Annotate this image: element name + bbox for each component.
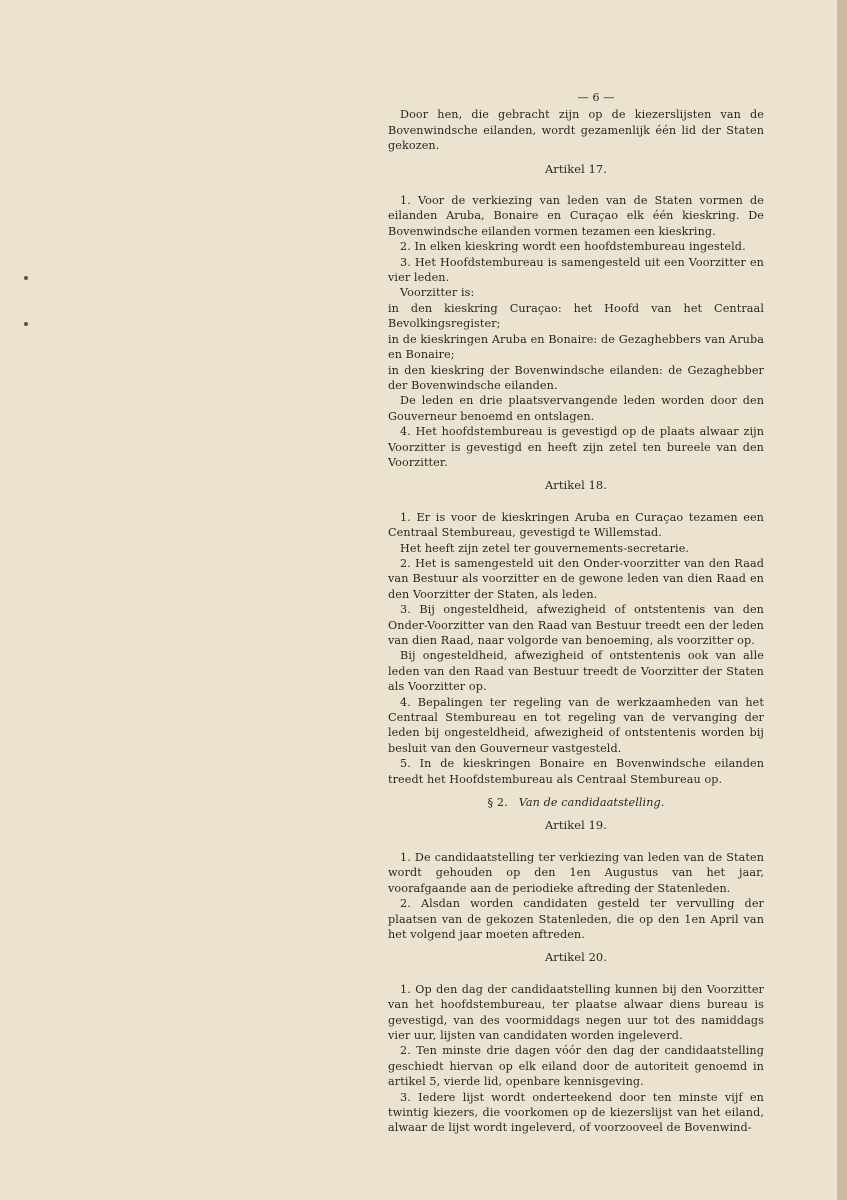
binding-hole <box>24 322 28 326</box>
article-18-para-1: 1. Er is voor de kieskringen Aruba en Curaçao tezamen een Centraal Stembureau, gevestigd te Willemstad. <box>388 510 764 540</box>
article-17-para-7: in den kieskring der Bovenwindsche eilanden: de Gezaghebber der Bovenwindsche eilanden. <box>388 363 764 392</box>
page-number: — 6 — <box>577 91 615 104</box>
article-18-para-4: 3. Bij ongesteldheid, afwezigheid of ontstentenis van den Onder-Voorzitter van den Raad van Bestuur treedt een der leden van dien Raad, naar volgorde van benoeming, als voorzitter op. <box>388 603 764 647</box>
section-2-heading <box>388 795 764 810</box>
article-17-para-9: 4. Het hoofdstembureau is gevestigd op de plaats alwaar zijn Voorzitter is gevestigd en heeft zijn zetel ten bureele van den Voorzitter. <box>388 425 764 469</box>
article-19-heading: Artikel 19. <box>544 818 607 833</box>
section-number: § 2. <box>487 796 508 810</box>
article-19-para-1: 1. De candidaatstelling ter verkiezing van leden van de Staten wordt gehouden op den 1en Augustus van het jaar, voorafgaande aan de periodieke aftreding der Statenleden. <box>388 850 764 895</box>
article-17-para-3: 3. Het Hoofdstembureau is samengesteld uit een Voorzitter en vier leden. <box>388 255 764 285</box>
article-17-para-4: Voorzitter is: <box>400 286 475 300</box>
section-title: Van de candidaatstelling. <box>518 796 665 810</box>
article-17-para-5: in den kieskring Curaçao: het Hoofd van het Centraal Bevolkingsregister; <box>388 301 764 331</box>
text-column <box>388 90 764 1136</box>
article-20-heading: Artikel 20. <box>544 950 607 965</box>
article-20-para-3: 3. Iedere lijst wordt onderteekend door ten minste vijf en twintig kiezers, die voorkomen op de kiezerslijst van het eiland, alwaar de lijst wordt ingeleverd, of voorzooveel de Bovenwind- <box>388 1090 764 1135</box>
article-18-para-3: 2. Het is samengesteld uit den Onder-voorzitter van den Raad van Bestuur als voorzitter en de gewone leden van dien Raad en den Voorzitter der Staten, als leden. <box>388 556 764 601</box>
article-18-para-2: Het heeft zijn zetel ter gouvernements-secretarie. <box>400 541 690 555</box>
article-18-para-7: 5. In de kieskringen Bonaire en Bovenwindsche eilanden treedt het Hoofdstembureau als Centraal Stembureau op. <box>388 757 764 786</box>
article-18-para-5: Bij ongesteldheid, afwezigheid of ontstentenis ook van alle leden van den Raad van Bestuur treedt de Voorzitter der Staten als Voorzitter op. <box>388 649 764 694</box>
article-17-para-8: De leden en drie plaatsvervangende leden worden door den Gouverneur benoemd en ontslagen. <box>388 394 764 423</box>
article-19-para-2: 2. Alsdan worden candidaten gesteld ter vervulling der plaatsen van de gekozen Statenleden, die op den 1en April van het volgend jaar moeten aftreden. <box>388 897 764 941</box>
article-17-heading: Artikel 17. <box>544 161 607 176</box>
article-17-para-1: 1. Voor de verkiezing van leden van de Staten vormen de eilanden Aruba, Bonaire en Curaçao elk één kieskring. De Bovenwindsche eilanden vormen tezamen een kieskring. <box>388 194 764 238</box>
article-20-para-2: 2. Ten minste drie dagen vóór den dag der candidaatstelling geschiedt hiervan op elk eiland door de autoriteit genoemd in artikel 5, vierde lid, openbare kennisgeving. <box>388 1044 764 1089</box>
article-17-para-6: in de kieskringen Aruba en Bonaire: de Gezaghebbers van Aruba en Bonaire; <box>388 332 764 362</box>
article-17-para-2: 2. In elken kieskring wordt een hoofdstembureau ingesteld. <box>400 240 746 254</box>
binding-hole <box>24 276 28 280</box>
article-18-para-6: 4. Bepalingen ter regeling van de werkzaamheden van het Centraal Stembureau en tot regeling van de vervanging der leden bij ongesteldheid, afwezigheid of ontstentenis worden bij besluit van den Gouverneur vastgesteld. <box>388 695 764 755</box>
article-18-heading: Artikel 18. <box>544 478 607 493</box>
intro-paragraph: Door hen, die gebracht zijn op de kiezerslijsten van de Bovenwindsche eilanden, wordt gezamenlijk één lid der Staten gekozen. <box>388 108 764 153</box>
article-20-para-1: 1. Op den dag der candidaatstelling kunnen bij den Voorzitter van het hoofdstembureau, ter plaatse alwaar diens bureau is gevestigd, van des voormiddags negen uur tot des namiddags vier uur, lijsten van candidaten worden ingeleverd. <box>388 982 764 1042</box>
